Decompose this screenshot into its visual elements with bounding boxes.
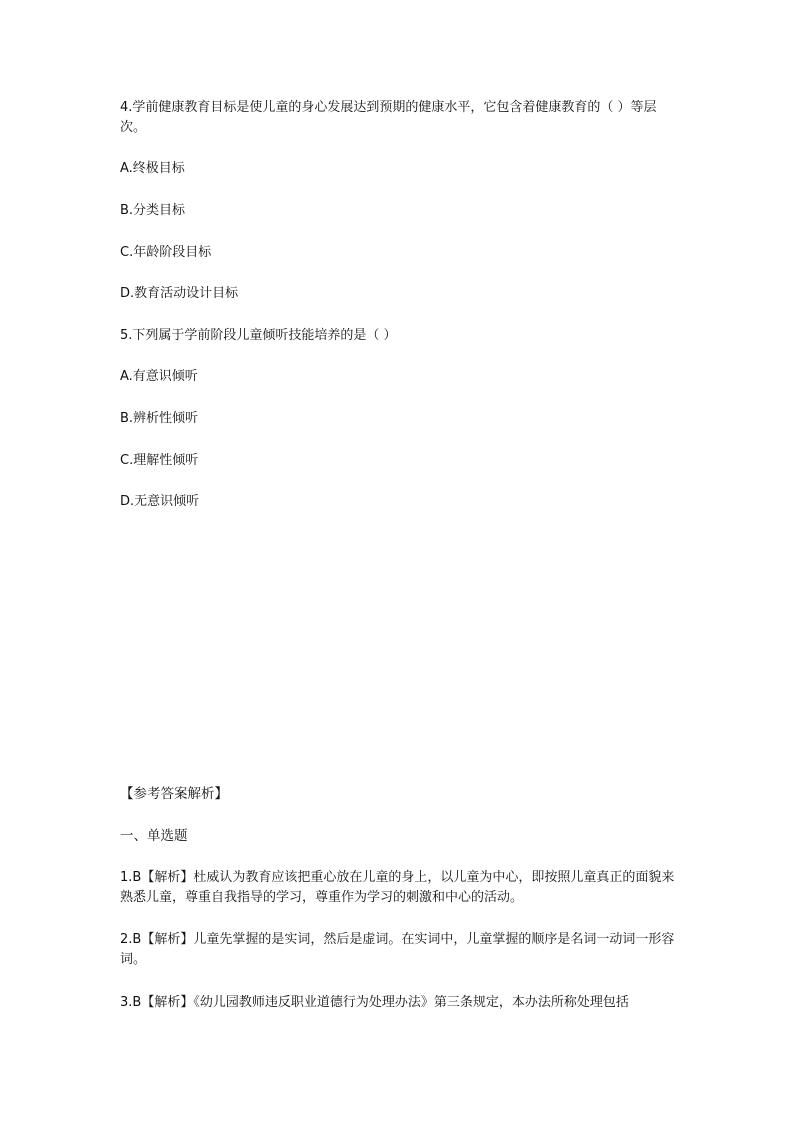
- question-5-option-b: B.辨析性倾听: [120, 411, 199, 426]
- question-5-option-c: C.理解性倾听: [120, 453, 199, 468]
- question-4-option-d: D.教育活动设计目标: [120, 286, 239, 301]
- question-4-option-b: B.分类目标: [120, 203, 186, 218]
- answer-item-2: 2.B【解析】儿童先掌握的是实词，然后是虚词。在实词中，儿童掌握的顺序是名词一动词一形容词。: [120, 932, 675, 967]
- answer-item-1: 1.B【解析】杜威认为教育应该把重心放在儿童的身上，以儿童为中心，即按照儿童真正的面貌来熟悉儿童，尊重自我指导的学习，尊重作为学习的刺激和中心的活动。: [120, 870, 675, 905]
- question-4-stem: 4.学前健康教育目标是使儿童的身心发展达到预期的健康水平，它包含着健康教育的（ ）等层次。: [120, 100, 657, 135]
- question-5-option-d: D.无意识倾听: [120, 494, 200, 509]
- question-5-stem: 5.下列属于学前阶段儿童倾听技能培养的是（ ）: [120, 328, 397, 343]
- question-5-option-a: A.有意识倾听: [120, 369, 198, 384]
- question-4-option-a: A.终极目标: [120, 161, 185, 176]
- answers-heading: 【参考答案解析】: [120, 786, 228, 802]
- question-4-option-c: C.年龄阶段目标: [120, 245, 212, 260]
- answer-item-3: 3.B【解析】《幼儿园教师违反职业道德行为处理办法》第三条规定，本办法所称处理包括: [120, 995, 629, 1010]
- answers-section-title: 一、单选题: [120, 828, 188, 844]
